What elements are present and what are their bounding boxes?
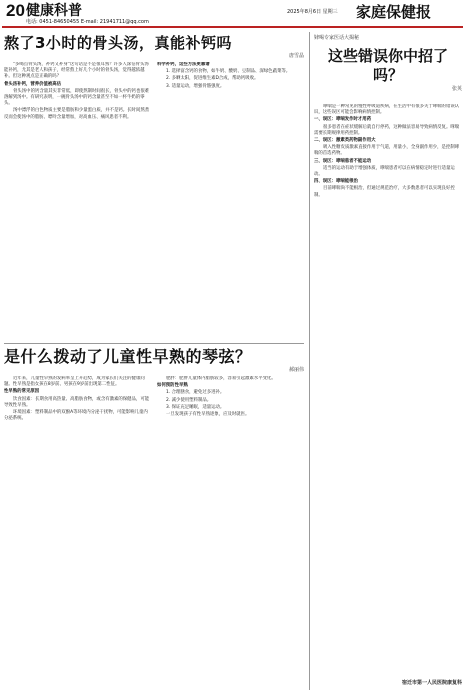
subheading: 骨头汤补钙，营养价值被高估 bbox=[4, 81, 62, 87]
paragraph: 1. 合理膳食，避免过多进补。 bbox=[166, 390, 225, 396]
article-asthma-myths bbox=[314, 34, 462, 690]
article-title: 是什么拨动了儿童性早熟的琴弦？ bbox=[4, 348, 252, 366]
section-title: 健康科普 bbox=[26, 3, 82, 19]
paragraph: 适当的运动有助于增强体质，哮喘患者可以在病情稳定时进行适量运动。 bbox=[314, 165, 455, 178]
paragraph: 饮食因素：长期食用高热量、高脂肪食物，或含有激素的保健品，可能导致性早熟。 bbox=[4, 396, 150, 408]
subheading: 二、误区：激素类药物副作用大 bbox=[314, 138, 376, 144]
article-byline: 张英 bbox=[451, 86, 462, 92]
subheading: 性早熟的常见原因 bbox=[4, 389, 40, 395]
article-byline: 唐雪晶 bbox=[288, 53, 304, 59]
header-rule bbox=[2, 26, 463, 28]
paragraph: 目前哮喘尚不能根治，但通过规范治疗，大多数患者可以实现良好控制。 bbox=[314, 186, 455, 198]
subheading: 三、误区：哮喘患者不能运动 bbox=[314, 158, 372, 164]
paragraph: 3. 保证充足睡眠，适量运动。 bbox=[166, 404, 225, 410]
article-byline: 郝丽伟 bbox=[288, 367, 304, 373]
issue-date: 2025年8月6日 星期三 bbox=[287, 9, 338, 15]
article-divider bbox=[4, 343, 304, 344]
column-divider bbox=[309, 32, 310, 690]
article-precocious-puberty bbox=[4, 348, 304, 688]
article-source: 宿迁市第一人民医院康复科 bbox=[401, 680, 462, 686]
article-body bbox=[314, 104, 462, 674]
paragraph: 1. 选择富含钙的食物，如牛奶、酸奶、豆制品、深绿色蔬菜等。 bbox=[166, 69, 291, 75]
paragraph: 2. 减少使用塑料制品。 bbox=[166, 397, 212, 403]
newspaper-brand: 家庭保健报 bbox=[356, 3, 432, 21]
subheading: 四、误区：哮喘能根治 bbox=[314, 179, 358, 185]
page-number: 20 bbox=[6, 1, 25, 20]
paragraph: 肥胖：肥胖儿童体内脂肪较多，容易引起激素水平变化。 bbox=[166, 376, 276, 381]
article-bone-soup bbox=[4, 34, 304, 339]
paragraph: 3. 适量运动，增强骨骼强度。 bbox=[166, 83, 225, 89]
article-body bbox=[4, 376, 304, 686]
contact-info: 电话: 0451-84650455 E-mail: 21941711@qq.com bbox=[26, 19, 149, 25]
column bbox=[4, 62, 151, 337]
paragraph: "多喝点骨头汤，补钙又补身"这句话是不是很耳熟？许多人深信骨头汤能补钙，尤其是老人和孩子，经常熬上好几个小时的骨头汤，觉得越浓越补。但这种观点是正确的吗？ bbox=[4, 62, 149, 80]
paragraph: 很多患者在症状缓解后就自行停药，这种做法容易导致病情反复。哮喘需要长期规律用药控制。 bbox=[314, 124, 460, 136]
column bbox=[157, 62, 304, 337]
article-body bbox=[4, 62, 304, 337]
paragraph: 骨头汤中的钙含量其实非常低，即使熬制时间很长，骨头中的钙也很难溶解到汤中。有研究表明，一碗骨头汤中的钙含量甚至不如一杯牛奶的零头。 bbox=[4, 88, 150, 107]
subheading: 一、误区：哮喘发作时才用药 bbox=[314, 117, 372, 123]
subheading: 如何预防性早熟 bbox=[157, 383, 188, 389]
paragraph: 哮喘是一种常见的慢性呼吸道疾病，在生活中有很多关于哮喘的错误认识，这些误区可能会影响病情控制。 bbox=[314, 104, 460, 116]
page-header bbox=[4, 1, 462, 25]
paragraph: 一旦发现孩子有性早熟迹象，应及时就医。 bbox=[166, 412, 250, 418]
paragraph: 汤中漂浮的白色物质主要是脂肪和少量蛋白质，并不是钙。长时间熬煮反而会使汤中的脂肪、嘌呤含量增加，对高血压、痛风患者不利。 bbox=[4, 108, 150, 120]
subheading: 科学补钙，这些方法更靠谱 bbox=[157, 62, 210, 67]
article-title: 这些错误你中招了吗？ bbox=[327, 47, 448, 84]
column bbox=[314, 104, 462, 674]
paragraph: 环境因素：塑料制品中的双酚A等环境内分泌干扰物，可能影响儿童内分泌系统。 bbox=[4, 410, 148, 422]
column bbox=[157, 376, 304, 686]
column bbox=[4, 376, 151, 686]
article-label: 肄喝专家医话大揭秘 bbox=[314, 35, 360, 41]
article-title: 熬了3小时的骨头汤，真能补钙吗 bbox=[4, 34, 232, 52]
paragraph: 近年来，儿童性早熟的发病率呈上升趋势，成为家长们关注的健康问题。性早熟是指女孩在8岁前、男孩在9岁前出现第二性征。 bbox=[4, 376, 145, 388]
paragraph: 吸入性糖皮质激素直接作用于气道，用量小，全身副作用少，是控制哮喘的首选药物。 bbox=[314, 145, 460, 157]
paragraph: 2. 多晒太阳，促进维生素D合成，帮助钙吸收。 bbox=[166, 76, 259, 82]
